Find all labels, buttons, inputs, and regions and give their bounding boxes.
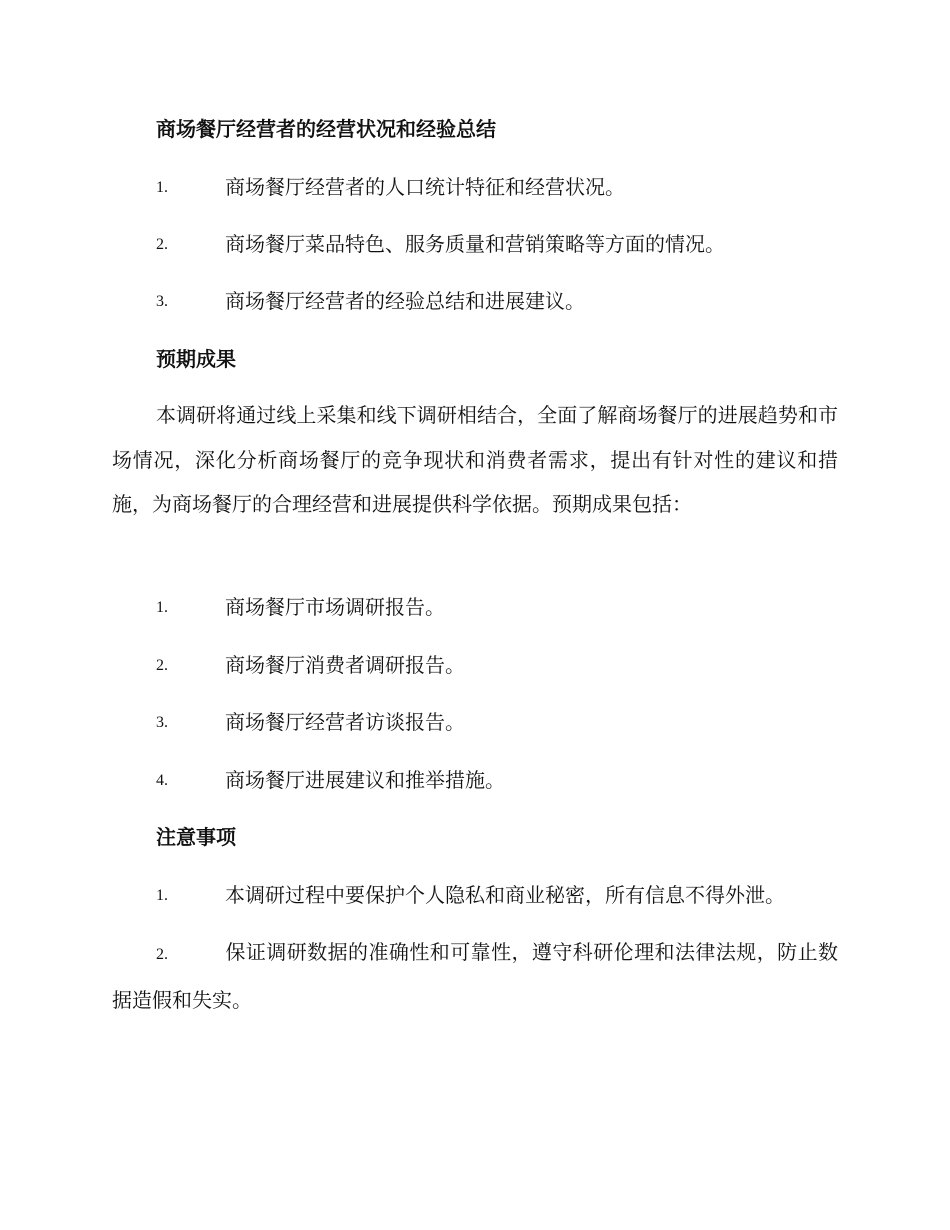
list-text: 商场餐厅经营者访谈报告。 — [225, 710, 465, 734]
section-heading-operator-summary: 商场餐厅经营者的经营状况和经验总结 — [156, 117, 496, 141]
list-item — [156, 708, 836, 736]
list-item — [156, 766, 836, 794]
list-number: 3. — [156, 293, 168, 310]
section-heading-expected-results: 预期成果 — [156, 347, 236, 371]
list-text: 商场餐厅市场调研报告。 — [225, 595, 445, 619]
list-item — [156, 287, 836, 315]
list-number: 2. — [156, 657, 168, 674]
list-number: 2. — [156, 946, 168, 963]
list-item-wrapped — [112, 930, 838, 1022]
list-item — [156, 881, 836, 909]
list-number: 1. — [156, 887, 168, 904]
list-item — [156, 173, 836, 201]
list-number: 2. — [156, 236, 168, 253]
expected-results-paragraph: 本调研将通过线上采集和线下调研相结合，全面了解商场餐厅的进展趋势和市场情况，深化分析商场餐厅的竞争现状和消费者需求，提出有针对性的建议和措施，为商场餐厅的合理经营和进展提供科学依据。预期成果包括： — [112, 403, 838, 516]
list-item — [156, 230, 836, 258]
list-text: 本调研过程中要保护个人隐私和商业秘密，所有信息不得外泄。 — [225, 883, 785, 907]
list-item — [156, 651, 836, 679]
list-number: 1. — [156, 179, 168, 196]
list-number: 4. — [156, 772, 168, 789]
list-text: 商场餐厅消费者调研报告。 — [225, 653, 465, 677]
list-text: 商场餐厅经营者的经验总结和进展建议。 — [225, 289, 585, 313]
list-text: 商场餐厅进展建议和推举措施。 — [225, 768, 505, 792]
list-number: 3. — [156, 714, 168, 731]
list-text: 商场餐厅菜品特色、服务质量和营销策略等方面的情况。 — [225, 232, 725, 256]
section-heading-notes: 注意事项 — [156, 825, 236, 849]
list-item — [156, 593, 836, 621]
list-number: 1. — [156, 599, 168, 616]
list-text: 商场餐厅经营者的人口统计特征和经营状况。 — [225, 175, 625, 199]
list-text: 保证调研数据的准确性和可靠性，遵守科研伦理和法律法规，防止数据造假和失实。 — [112, 940, 838, 1012]
